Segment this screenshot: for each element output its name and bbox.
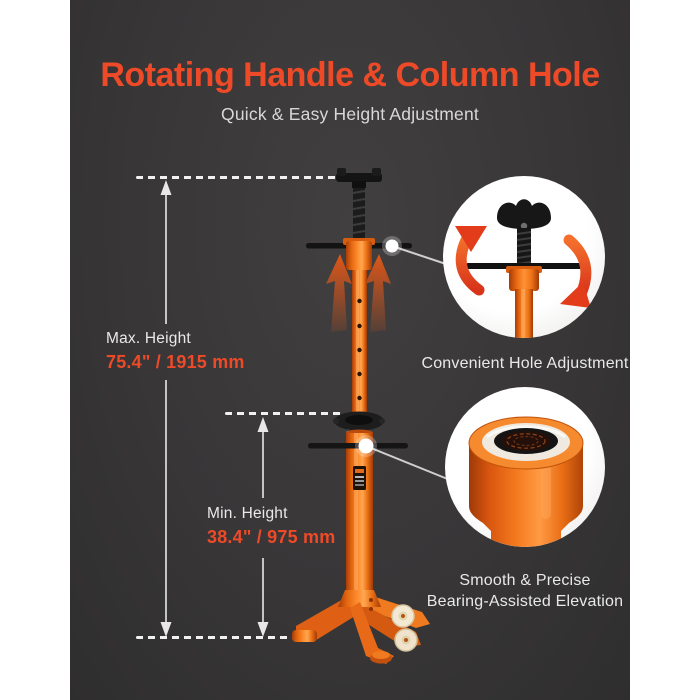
bearing-closeup-callout bbox=[445, 387, 605, 547]
rotate-left-arrow-icon bbox=[455, 226, 487, 290]
min-height-label: Min. Height bbox=[207, 505, 288, 522]
max-height-block bbox=[106, 330, 245, 373]
bearing-caption-line2: Bearing-Assisted Elevation bbox=[426, 593, 624, 610]
bearing-caption-line1: Smooth & Precise bbox=[459, 572, 591, 589]
bearing-callout-caption bbox=[385, 570, 665, 612]
max-height-label: Max. Height bbox=[106, 330, 191, 347]
page-subtitle: Quick & Easy Height Adjustment bbox=[221, 104, 479, 124]
lower-knob bbox=[333, 412, 385, 431]
saddle-top bbox=[336, 168, 382, 188]
warning-label bbox=[353, 466, 366, 490]
lower-handle-bar bbox=[308, 443, 408, 449]
min-height-value: 38.4" / 975 mm bbox=[207, 527, 336, 547]
page-title: Rotating Handle & Column Hole bbox=[100, 56, 600, 94]
max-height-measure-arrow-icon bbox=[150, 170, 182, 644]
handle-closeup-callout bbox=[443, 176, 605, 338]
max-height-value: 75.4" / 1915 mm bbox=[106, 352, 245, 372]
hole-callout-caption: Convenient Hole Adjustment bbox=[421, 355, 629, 372]
rotate-right-arrow-icon bbox=[560, 240, 591, 308]
